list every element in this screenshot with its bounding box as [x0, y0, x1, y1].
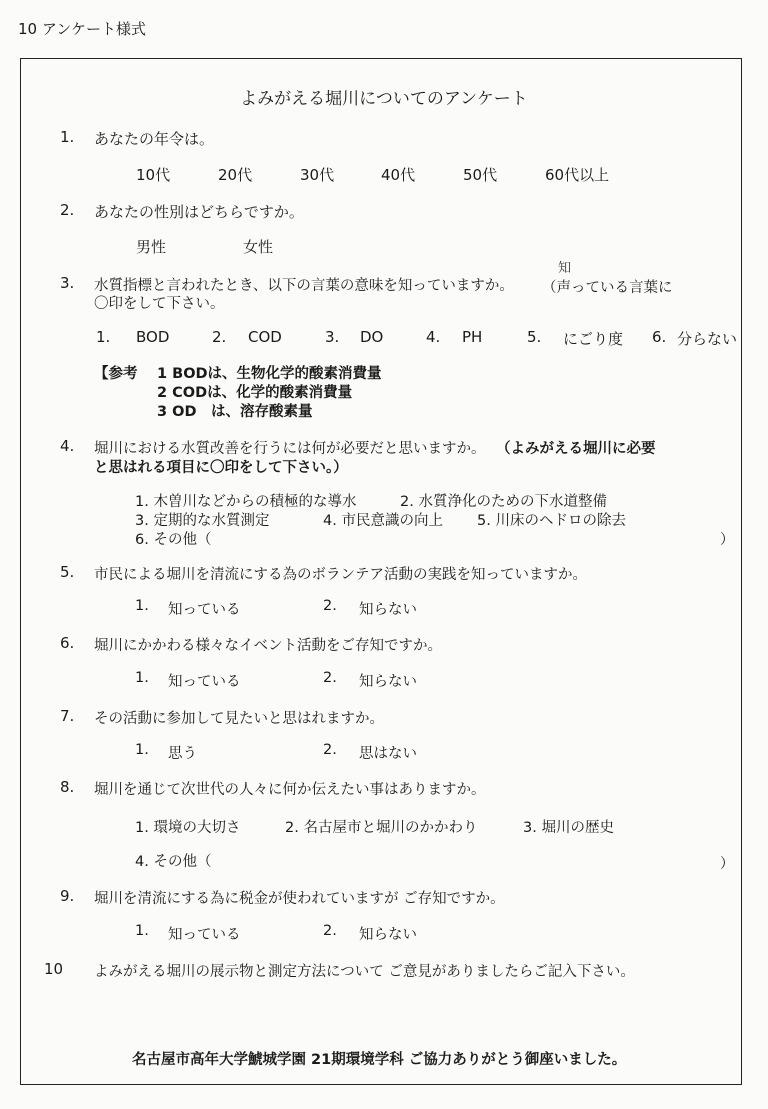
q5-option-1-num: 1.	[135, 598, 149, 614]
q8-number: 8.	[60, 778, 75, 796]
q4-text-line2: と思はれる項目に〇印をして下さい。）	[94, 460, 348, 476]
q4-option-2[interactable]: 2. 水質浄化のための下水道整備	[400, 494, 607, 510]
footer-note: 名古屋市高年大学鯱城学園 21期環境学科 ご協力ありがとう御座いました。	[132, 1052, 627, 1068]
q8-option-2[interactable]: 2. 名古屋市と堀川のかかわり	[285, 820, 478, 836]
q3-option-turbidity[interactable]: にごり度	[563, 330, 624, 348]
q3-option-do[interactable]: DO	[360, 328, 384, 346]
q3-option-5-num: 5.	[527, 328, 542, 346]
q8-option-1[interactable]: 1. 環境の大切さ	[135, 820, 241, 836]
q3-reference-3: 3 OD は、溶存酸素量	[157, 404, 313, 420]
q9-option-know[interactable]: 知っている	[168, 927, 241, 943]
q7-text: その活動に参加して見たいと思はれますか。	[94, 711, 384, 727]
q2-option-male[interactable]: 男性	[136, 238, 167, 256]
q1-option-40s[interactable]: 40代	[381, 166, 416, 184]
q7-option-no[interactable]: 思はない	[359, 746, 417, 762]
q5-number: 5.	[60, 563, 75, 581]
q1-option-30s[interactable]: 30代	[300, 166, 335, 184]
q3-reference-label: 【参考	[94, 366, 138, 382]
q3-option-bod[interactable]: BOD	[136, 328, 170, 346]
q3-option-1-num: 1.	[96, 328, 111, 346]
q8-other-close-paren: ）	[720, 856, 734, 872]
q3-note-line1: （声っている言葉に	[542, 280, 673, 296]
q3-option-4-num: 4.	[426, 328, 441, 346]
q6-option-dont-know[interactable]: 知らない	[359, 674, 417, 690]
q3-number: 3.	[60, 274, 75, 292]
q7-option-2-num: 2.	[323, 742, 337, 758]
q6-option-1-num: 1.	[135, 670, 149, 686]
q2-number: 2.	[60, 201, 75, 219]
q9-option-dont-know[interactable]: 知らない	[359, 927, 417, 943]
q4-number: 4.	[60, 437, 75, 455]
q3-reference-2: 2 CODは、化学的酸素消費量	[157, 385, 353, 401]
q6-text: 堀川にかかわる様々なイベント活動をご存知ですか。	[94, 638, 442, 654]
q4-option-5[interactable]: 5. 川床のヘドロの除去	[477, 513, 626, 529]
q4-option-1[interactable]: 1. 木曽川などからの積極的な導水	[135, 494, 357, 510]
q7-number: 7.	[60, 707, 75, 725]
q8-option-other[interactable]: 4. その他（	[135, 854, 212, 870]
q4-option-other[interactable]: 6. その他（	[135, 532, 212, 548]
q2-option-female[interactable]: 女性	[243, 238, 274, 256]
q1-number: 1.	[60, 128, 75, 146]
q5-text: 市民による堀川を清流にする為のボランテア活動の実践を知っていますか。	[94, 567, 587, 583]
q10-number: 10	[44, 960, 64, 978]
survey-title: よみがえる堀川についてのアンケート	[240, 89, 528, 109]
page-header: 10 アンケート様式	[18, 20, 146, 38]
q9-option-2-num: 2.	[323, 923, 337, 939]
q3-handwritten-correction: 知	[558, 261, 572, 276]
q4-other-close-paren: ）	[720, 532, 734, 548]
q3-option-3-num: 3.	[325, 328, 340, 346]
q4-note: （よみがえる堀川に必要	[496, 441, 656, 457]
q4-text: 堀川における水質改善を行うには何が必要だと思いますか。	[94, 441, 486, 457]
q3-option-6-num: 6.	[652, 328, 667, 346]
q1-option-50s[interactable]: 50代	[463, 166, 498, 184]
q1-option-60s-plus[interactable]: 60代以上	[545, 166, 610, 184]
q7-option-1-num: 1.	[135, 742, 149, 758]
q5-option-dont-know[interactable]: 知らない	[359, 602, 417, 618]
q10-text: よみがえる堀川の展示物と測定方法について ご意見がありましたらご記入下さい。	[94, 964, 635, 980]
q5-option-2-num: 2.	[323, 598, 337, 614]
q1-option-20s[interactable]: 20代	[218, 166, 253, 184]
q3-option-2-num: 2.	[212, 328, 227, 346]
q3-note-line2: 〇印をして下さい。	[94, 296, 225, 312]
q5-option-know[interactable]: 知っている	[168, 602, 241, 618]
q1-option-10s[interactable]: 10代	[136, 166, 171, 184]
q8-option-3[interactable]: 3. 堀川の歴史	[523, 820, 614, 836]
q2-text: あなたの性別はどちらですか。	[94, 203, 304, 221]
q6-number: 6.	[60, 634, 75, 652]
q4-option-4[interactable]: 4. 市民意識の向上	[323, 513, 443, 529]
q9-text: 堀川を清流にする為に税金が使われていますが ご存知ですか。	[94, 891, 505, 907]
q1-text: あなたの年令は。	[94, 130, 215, 148]
q7-option-yes[interactable]: 思う	[168, 746, 197, 762]
q3-reference-1: 1 BODは、生物化学的酸素消費量	[157, 366, 382, 382]
q9-number: 9.	[60, 887, 75, 905]
q3-option-cod[interactable]: COD	[248, 328, 282, 346]
q9-option-1-num: 1.	[135, 923, 149, 939]
q8-text: 堀川を通じて次世代の人々に何か伝えたい事はありますか。	[94, 782, 486, 798]
q6-option-know[interactable]: 知っている	[168, 674, 241, 690]
q3-option-dont-know[interactable]: 分らない	[677, 330, 738, 348]
q3-text: 水質指標と言われたとき、以下の言葉の意味を知っていますか。	[94, 278, 514, 294]
q6-option-2-num: 2.	[323, 670, 337, 686]
q3-option-ph[interactable]: PH	[462, 328, 483, 346]
q4-option-3[interactable]: 3. 定期的な水質測定	[135, 513, 270, 529]
